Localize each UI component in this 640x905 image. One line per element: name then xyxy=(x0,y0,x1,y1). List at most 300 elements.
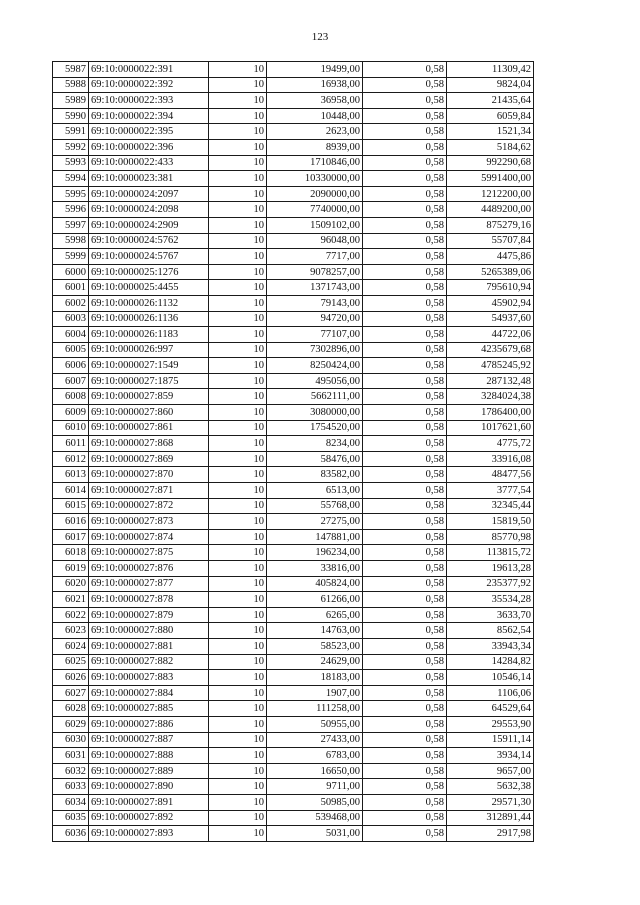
cadastral-number-cell: 69:10:0000027:892 xyxy=(89,810,209,826)
cadastral-number-cell: 69:10:0000027:889 xyxy=(89,763,209,779)
cadastral-number-cell: 69:10:0000026:997 xyxy=(89,342,209,358)
result-cell: 4785245,92 xyxy=(447,358,534,374)
table-row xyxy=(53,139,534,155)
cadastral-value-cell: 16650,00 xyxy=(267,763,363,779)
coefficient-cell: 0,58 xyxy=(363,545,447,561)
row-number-cell: 6019 xyxy=(53,561,89,577)
cadastral-number-cell: 69:10:0000024:5767 xyxy=(89,249,209,265)
page-number: 123 xyxy=(311,31,329,43)
rate-cell: 10 xyxy=(209,108,267,124)
result-cell: 235377,92 xyxy=(447,576,534,592)
rate-cell: 10 xyxy=(209,202,267,218)
result-cell: 44722,06 xyxy=(447,327,534,343)
cadastral-value-cell: 495056,00 xyxy=(267,373,363,389)
cadastral-number-cell: 69:10:0000022:393 xyxy=(89,93,209,109)
coefficient-cell: 0,58 xyxy=(363,217,447,233)
cadastral-value-cell: 18183,00 xyxy=(267,670,363,686)
cadastral-value-cell: 27275,00 xyxy=(267,514,363,530)
table-row xyxy=(53,545,534,561)
rate-cell: 10 xyxy=(209,483,267,499)
rate-cell: 10 xyxy=(209,311,267,327)
cadastral-value-cell: 3080000,00 xyxy=(267,405,363,421)
row-number-cell: 6035 xyxy=(53,810,89,826)
cadastral-number-cell: 69:10:0000025:1276 xyxy=(89,264,209,280)
table-row xyxy=(53,327,534,343)
cadastral-value-cell: 5031,00 xyxy=(267,826,363,842)
coefficient-cell: 0,58 xyxy=(363,358,447,374)
table-body xyxy=(53,62,534,842)
cadastral-number-cell: 69:10:0000022:395 xyxy=(89,124,209,140)
table-row xyxy=(53,654,534,670)
table-row xyxy=(53,701,534,717)
row-number-cell: 5989 xyxy=(53,93,89,109)
cadastral-number-cell: 69:10:0000024:2098 xyxy=(89,202,209,218)
cadastral-number-cell: 69:10:0000027:868 xyxy=(89,436,209,452)
rate-cell: 10 xyxy=(209,467,267,483)
coefficient-cell: 0,58 xyxy=(363,93,447,109)
cadastral-number-cell: 69:10:0000024:2097 xyxy=(89,186,209,202)
coefficient-cell: 0,58 xyxy=(363,623,447,639)
result-cell: 48477,56 xyxy=(447,467,534,483)
table-row xyxy=(53,342,534,358)
row-number-cell: 6012 xyxy=(53,451,89,467)
table-row xyxy=(53,451,534,467)
table-row xyxy=(53,607,534,623)
cadastral-value-cell: 539468,00 xyxy=(267,810,363,826)
coefficient-cell: 0,58 xyxy=(363,685,447,701)
result-cell: 15911,14 xyxy=(447,732,534,748)
table-row xyxy=(53,77,534,93)
coefficient-cell: 0,58 xyxy=(363,638,447,654)
rate-cell: 10 xyxy=(209,561,267,577)
cadastral-value-cell: 55768,00 xyxy=(267,498,363,514)
table-row xyxy=(53,685,534,701)
cadastral-number-cell: 69:10:0000027:871 xyxy=(89,483,209,499)
coefficient-cell: 0,58 xyxy=(363,779,447,795)
table-row xyxy=(53,826,534,842)
coefficient-cell: 0,58 xyxy=(363,514,447,530)
rate-cell: 10 xyxy=(209,716,267,732)
rate-cell: 10 xyxy=(209,171,267,187)
coefficient-cell: 0,58 xyxy=(363,592,447,608)
cadastral-number-cell: 69:10:0000027:893 xyxy=(89,826,209,842)
table-row xyxy=(53,732,534,748)
cadastral-number-cell: 69:10:0000022:392 xyxy=(89,77,209,93)
rate-cell: 10 xyxy=(209,217,267,233)
cadastral-value-cell: 50955,00 xyxy=(267,716,363,732)
table-row xyxy=(53,716,534,732)
rate-cell: 10 xyxy=(209,93,267,109)
result-cell: 5265389,06 xyxy=(447,264,534,280)
result-cell: 4235679,68 xyxy=(447,342,534,358)
result-cell: 29571,30 xyxy=(447,794,534,810)
cadastral-value-cell: 405824,00 xyxy=(267,576,363,592)
cadastral-value-cell: 83582,00 xyxy=(267,467,363,483)
row-number-cell: 6009 xyxy=(53,405,89,421)
row-number-cell: 6013 xyxy=(53,467,89,483)
rate-cell: 10 xyxy=(209,233,267,249)
row-number-cell: 6008 xyxy=(53,389,89,405)
result-cell: 1212200,00 xyxy=(447,186,534,202)
cadastral-number-cell: 69:10:0000027:860 xyxy=(89,405,209,421)
coefficient-cell: 0,58 xyxy=(363,794,447,810)
coefficient-cell: 0,58 xyxy=(363,389,447,405)
cadastral-value-cell: 58523,00 xyxy=(267,638,363,654)
table-row xyxy=(53,561,534,577)
cadastral-value-cell: 1710846,00 xyxy=(267,155,363,171)
rate-cell: 10 xyxy=(209,654,267,670)
result-cell: 1521,34 xyxy=(447,124,534,140)
cadastral-value-cell: 1754520,00 xyxy=(267,420,363,436)
rate-cell: 10 xyxy=(209,623,267,639)
result-cell: 8562,54 xyxy=(447,623,534,639)
table-row xyxy=(53,233,534,249)
coefficient-cell: 0,58 xyxy=(363,763,447,779)
row-number-cell: 6028 xyxy=(53,701,89,717)
cadastral-number-cell: 69:10:0000027:890 xyxy=(89,779,209,795)
cadastral-value-cell: 9078257,00 xyxy=(267,264,363,280)
rate-cell: 10 xyxy=(209,436,267,452)
row-number-cell: 6000 xyxy=(53,264,89,280)
coefficient-cell: 0,58 xyxy=(363,62,447,78)
cadastral-value-cell: 7302896,00 xyxy=(267,342,363,358)
table-row xyxy=(53,264,534,280)
result-cell: 875279,16 xyxy=(447,217,534,233)
coefficient-cell: 0,58 xyxy=(363,233,447,249)
result-cell: 55707,84 xyxy=(447,233,534,249)
cadastral-number-cell: 69:10:0000027:881 xyxy=(89,638,209,654)
table-row xyxy=(53,62,534,78)
table-row xyxy=(53,779,534,795)
table-row xyxy=(53,436,534,452)
coefficient-cell: 0,58 xyxy=(363,108,447,124)
row-number-cell: 5998 xyxy=(53,233,89,249)
cadastral-value-cell: 1907,00 xyxy=(267,685,363,701)
row-number-cell: 6014 xyxy=(53,483,89,499)
rate-cell: 10 xyxy=(209,451,267,467)
cadastral-number-cell: 69:10:0000027:883 xyxy=(89,670,209,686)
cadastral-value-cell: 79143,00 xyxy=(267,295,363,311)
coefficient-cell: 0,58 xyxy=(363,295,447,311)
table-row xyxy=(53,794,534,810)
result-cell: 113815,72 xyxy=(447,545,534,561)
cadastral-value-cell: 16938,00 xyxy=(267,77,363,93)
row-number-cell: 6015 xyxy=(53,498,89,514)
result-cell: 5184,62 xyxy=(447,139,534,155)
table-row xyxy=(53,373,534,389)
cadastral-number-cell: 69:10:0000027:880 xyxy=(89,623,209,639)
rate-cell: 10 xyxy=(209,748,267,764)
table-row xyxy=(53,280,534,296)
cadastral-number-cell: 69:10:0000027:886 xyxy=(89,716,209,732)
row-number-cell: 5995 xyxy=(53,186,89,202)
coefficient-cell: 0,58 xyxy=(363,124,447,140)
coefficient-cell: 0,58 xyxy=(363,607,447,623)
cadastral-number-cell: 69:10:0000027:887 xyxy=(89,732,209,748)
coefficient-cell: 0,58 xyxy=(363,436,447,452)
cadastral-value-cell: 7717,00 xyxy=(267,249,363,265)
result-cell: 19613,28 xyxy=(447,561,534,577)
result-cell: 32345,44 xyxy=(447,498,534,514)
coefficient-cell: 0,58 xyxy=(363,420,447,436)
table-row xyxy=(53,108,534,124)
result-cell: 11309,42 xyxy=(447,62,534,78)
cadastral-number-cell: 69:10:0000026:1136 xyxy=(89,311,209,327)
cadastral-number-cell: 69:10:0000027:885 xyxy=(89,701,209,717)
cadastral-number-cell: 69:10:0000027:874 xyxy=(89,529,209,545)
result-cell: 45902,94 xyxy=(447,295,534,311)
cadastral-number-cell: 69:10:0000026:1132 xyxy=(89,295,209,311)
coefficient-cell: 0,58 xyxy=(363,155,447,171)
row-number-cell: 5994 xyxy=(53,171,89,187)
row-number-cell: 6010 xyxy=(53,420,89,436)
coefficient-cell: 0,58 xyxy=(363,810,447,826)
table-row xyxy=(53,389,534,405)
table-row xyxy=(53,592,534,608)
cadastral-value-cell: 7740000,00 xyxy=(267,202,363,218)
table-row xyxy=(53,670,534,686)
cadastral-value-cell: 24629,00 xyxy=(267,654,363,670)
cadastral-number-cell: 69:10:0000027:873 xyxy=(89,514,209,530)
cadastral-value-cell: 2623,00 xyxy=(267,124,363,140)
cadastral-value-cell: 6783,00 xyxy=(267,748,363,764)
rate-cell: 10 xyxy=(209,327,267,343)
row-number-cell: 6006 xyxy=(53,358,89,374)
result-cell: 795610,94 xyxy=(447,280,534,296)
cadastral-number-cell: 69:10:0000027:875 xyxy=(89,545,209,561)
row-number-cell: 6011 xyxy=(53,436,89,452)
cadastral-value-cell: 196234,00 xyxy=(267,545,363,561)
result-cell: 5632,38 xyxy=(447,779,534,795)
row-number-cell: 6026 xyxy=(53,670,89,686)
result-cell: 3633,70 xyxy=(447,607,534,623)
rate-cell: 10 xyxy=(209,794,267,810)
result-cell: 4475,86 xyxy=(447,249,534,265)
cadastral-value-cell: 94720,00 xyxy=(267,311,363,327)
coefficient-cell: 0,58 xyxy=(363,186,447,202)
cadastral-value-cell: 96048,00 xyxy=(267,233,363,249)
result-cell: 312891,44 xyxy=(447,810,534,826)
row-number-cell: 6020 xyxy=(53,576,89,592)
row-number-cell: 5987 xyxy=(53,62,89,78)
table-row xyxy=(53,498,534,514)
cadastral-value-cell: 5662111,00 xyxy=(267,389,363,405)
cadastral-number-cell: 69:10:0000022:394 xyxy=(89,108,209,124)
table-row xyxy=(53,93,534,109)
row-number-cell: 6007 xyxy=(53,373,89,389)
result-cell: 1106,06 xyxy=(447,685,534,701)
cadastral-value-cell: 2090000,00 xyxy=(267,186,363,202)
rate-cell: 10 xyxy=(209,155,267,171)
coefficient-cell: 0,58 xyxy=(363,451,447,467)
coefficient-cell: 0,58 xyxy=(363,327,447,343)
rate-cell: 10 xyxy=(209,607,267,623)
cadastral-number-cell: 69:10:0000027:869 xyxy=(89,451,209,467)
cadastral-value-cell: 8250424,00 xyxy=(267,358,363,374)
coefficient-cell: 0,58 xyxy=(363,654,447,670)
coefficient-cell: 0,58 xyxy=(363,77,447,93)
rate-cell: 10 xyxy=(209,124,267,140)
rate-cell: 10 xyxy=(209,763,267,779)
rate-cell: 10 xyxy=(209,295,267,311)
row-number-cell: 6005 xyxy=(53,342,89,358)
rate-cell: 10 xyxy=(209,264,267,280)
row-number-cell: 5992 xyxy=(53,139,89,155)
cadastral-number-cell: 69:10:0000022:391 xyxy=(89,62,209,78)
rate-cell: 10 xyxy=(209,420,267,436)
cadastral-number-cell: 69:10:0000027:882 xyxy=(89,654,209,670)
row-number-cell: 6036 xyxy=(53,826,89,842)
row-number-cell: 6030 xyxy=(53,732,89,748)
row-number-cell: 6032 xyxy=(53,763,89,779)
cadastral-number-cell: 69:10:0000027:859 xyxy=(89,389,209,405)
result-cell: 9657,00 xyxy=(447,763,534,779)
row-number-cell: 6004 xyxy=(53,327,89,343)
cadastral-number-cell: 69:10:0000027:870 xyxy=(89,467,209,483)
rate-cell: 10 xyxy=(209,638,267,654)
cadastral-value-cell: 9711,00 xyxy=(267,779,363,795)
result-cell: 3284024,38 xyxy=(447,389,534,405)
rate-cell: 10 xyxy=(209,77,267,93)
result-cell: 54937,60 xyxy=(447,311,534,327)
result-cell: 29553,90 xyxy=(447,716,534,732)
table-row xyxy=(53,171,534,187)
result-cell: 14284,82 xyxy=(447,654,534,670)
rate-cell: 10 xyxy=(209,249,267,265)
cadastral-number-cell: 69:10:0000027:879 xyxy=(89,607,209,623)
rate-cell: 10 xyxy=(209,779,267,795)
table-row xyxy=(53,217,534,233)
cadastral-value-cell: 19499,00 xyxy=(267,62,363,78)
cadastral-number-cell: 69:10:0000024:5762 xyxy=(89,233,209,249)
cadastral-value-cell: 8234,00 xyxy=(267,436,363,452)
cadastral-number-cell: 69:10:0000026:1183 xyxy=(89,327,209,343)
cadastral-value-cell: 6265,00 xyxy=(267,607,363,623)
table-row xyxy=(53,124,534,140)
table-row xyxy=(53,638,534,654)
result-cell: 1786400,00 xyxy=(447,405,534,421)
table-row xyxy=(53,249,534,265)
coefficient-cell: 0,58 xyxy=(363,748,447,764)
coefficient-cell: 0,58 xyxy=(363,467,447,483)
cadastral-number-cell: 69:10:0000027:888 xyxy=(89,748,209,764)
rate-cell: 10 xyxy=(209,701,267,717)
result-cell: 2917,98 xyxy=(447,826,534,842)
row-number-cell: 6003 xyxy=(53,311,89,327)
rate-cell: 10 xyxy=(209,826,267,842)
result-cell: 4775,72 xyxy=(447,436,534,452)
row-number-cell: 5997 xyxy=(53,217,89,233)
result-cell: 15819,50 xyxy=(447,514,534,530)
rate-cell: 10 xyxy=(209,358,267,374)
cadastral-value-cell: 111258,00 xyxy=(267,701,363,717)
row-number-cell: 6031 xyxy=(53,748,89,764)
coefficient-cell: 0,58 xyxy=(363,826,447,842)
result-cell: 64529,64 xyxy=(447,701,534,717)
result-cell: 5991400,00 xyxy=(447,171,534,187)
cadastral-number-cell: 69:10:0000027:861 xyxy=(89,420,209,436)
cadastral-value-cell: 27433,00 xyxy=(267,732,363,748)
row-number-cell: 5996 xyxy=(53,202,89,218)
rate-cell: 10 xyxy=(209,685,267,701)
rate-cell: 10 xyxy=(209,498,267,514)
coefficient-cell: 0,58 xyxy=(363,716,447,732)
table-row xyxy=(53,202,534,218)
rate-cell: 10 xyxy=(209,732,267,748)
cadastral-value-cell: 14763,00 xyxy=(267,623,363,639)
table-row xyxy=(53,483,534,499)
cadastral-number-cell: 69:10:0000027:872 xyxy=(89,498,209,514)
row-number-cell: 5991 xyxy=(53,124,89,140)
table-row xyxy=(53,295,534,311)
table-row xyxy=(53,467,534,483)
coefficient-cell: 0,58 xyxy=(363,311,447,327)
row-number-cell: 6023 xyxy=(53,623,89,639)
coefficient-cell: 0,58 xyxy=(363,561,447,577)
cadastral-value-cell: 1371743,00 xyxy=(267,280,363,296)
table-row xyxy=(53,420,534,436)
result-cell: 6059,84 xyxy=(447,108,534,124)
coefficient-cell: 0,58 xyxy=(363,529,447,545)
coefficient-cell: 0,58 xyxy=(363,732,447,748)
cadastral-number-cell: 69:10:0000027:884 xyxy=(89,685,209,701)
result-cell: 1017621,60 xyxy=(447,420,534,436)
row-number-cell: 6033 xyxy=(53,779,89,795)
row-number-cell: 6034 xyxy=(53,794,89,810)
result-cell: 3777,54 xyxy=(447,483,534,499)
rate-cell: 10 xyxy=(209,373,267,389)
row-number-cell: 6018 xyxy=(53,545,89,561)
rate-cell: 10 xyxy=(209,576,267,592)
result-cell: 3934,14 xyxy=(447,748,534,764)
table-row xyxy=(53,623,534,639)
cadastral-value-cell: 8939,00 xyxy=(267,139,363,155)
coefficient-cell: 0,58 xyxy=(363,373,447,389)
rate-cell: 10 xyxy=(209,389,267,405)
coefficient-cell: 0,58 xyxy=(363,483,447,499)
result-cell: 4489200,00 xyxy=(447,202,534,218)
cadastral-value-cell: 50985,00 xyxy=(267,794,363,810)
coefficient-cell: 0,58 xyxy=(363,139,447,155)
cadastral-value-cell: 10448,00 xyxy=(267,108,363,124)
cadastral-value-cell: 33816,00 xyxy=(267,561,363,577)
coefficient-cell: 0,58 xyxy=(363,280,447,296)
cadastral-value-cell: 147881,00 xyxy=(267,529,363,545)
coefficient-cell: 0,58 xyxy=(363,342,447,358)
rate-cell: 10 xyxy=(209,670,267,686)
row-number-cell: 6016 xyxy=(53,514,89,530)
row-number-cell: 5993 xyxy=(53,155,89,171)
cadastral-number-cell: 69:10:0000022:433 xyxy=(89,155,209,171)
cadastral-value-cell: 6513,00 xyxy=(267,483,363,499)
result-cell: 33943,34 xyxy=(447,638,534,654)
coefficient-cell: 0,58 xyxy=(363,264,447,280)
cadastral-value-cell: 61266,00 xyxy=(267,592,363,608)
cadastral-value-cell: 58476,00 xyxy=(267,451,363,467)
rate-cell: 10 xyxy=(209,405,267,421)
row-number-cell: 6024 xyxy=(53,638,89,654)
table-row xyxy=(53,810,534,826)
rate-cell: 10 xyxy=(209,810,267,826)
row-number-cell: 6022 xyxy=(53,607,89,623)
cadastral-number-cell: 69:10:0000027:1875 xyxy=(89,373,209,389)
cadastral-value-cell: 10330000,00 xyxy=(267,171,363,187)
cadastral-number-cell: 69:10:0000027:1549 xyxy=(89,358,209,374)
cadastral-value-cell: 1509102,00 xyxy=(267,217,363,233)
table-row xyxy=(53,529,534,545)
result-cell: 10546,14 xyxy=(447,670,534,686)
rate-cell: 10 xyxy=(209,342,267,358)
